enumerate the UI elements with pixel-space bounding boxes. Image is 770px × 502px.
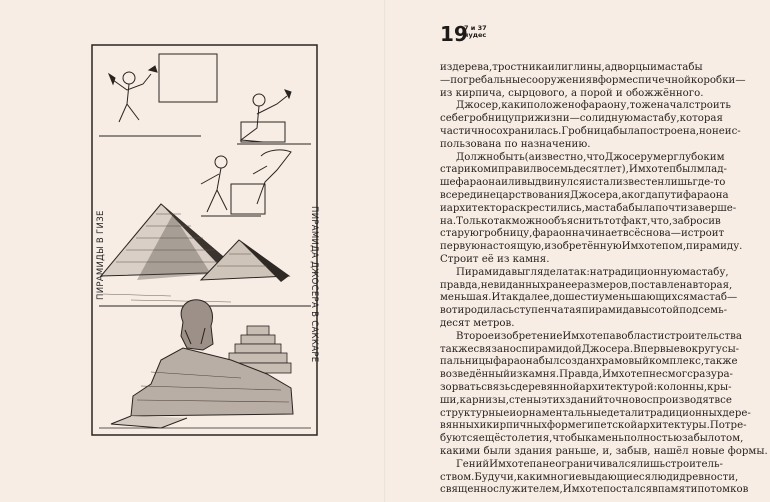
word: Правда, bbox=[559, 369, 602, 381]
word: карнизы, bbox=[459, 394, 509, 406]
word: не bbox=[542, 458, 556, 470]
word: фараона bbox=[493, 356, 539, 368]
word: смог bbox=[661, 369, 688, 381]
word: ступенчатая bbox=[513, 305, 582, 317]
word: — bbox=[735, 74, 746, 86]
word: памяти bbox=[657, 484, 698, 496]
page-number: 19 bbox=[440, 22, 468, 46]
word: о bbox=[714, 433, 721, 445]
word: но bbox=[699, 125, 712, 137]
word: ещё bbox=[478, 433, 501, 445]
word: ранее bbox=[545, 279, 578, 291]
word: не bbox=[711, 125, 725, 137]
word: а bbox=[621, 189, 628, 201]
word: далее, bbox=[518, 292, 553, 304]
word: мастаб bbox=[689, 292, 728, 304]
word: и bbox=[585, 177, 593, 189]
word: лишь bbox=[636, 458, 666, 470]
text-line bbox=[440, 305, 728, 318]
word: полностью bbox=[623, 433, 682, 445]
word: родилась bbox=[464, 305, 514, 317]
word: и bbox=[479, 420, 487, 432]
word: уменьшающихся bbox=[598, 292, 690, 304]
word: шести bbox=[565, 292, 599, 304]
word: Второе bbox=[456, 330, 494, 342]
word: вот bbox=[440, 305, 458, 317]
word: (а bbox=[524, 151, 535, 163]
word: форме bbox=[597, 74, 633, 86]
word: изобретённую bbox=[544, 241, 622, 253]
word: скрестились, bbox=[514, 202, 585, 214]
word: Только bbox=[456, 215, 494, 227]
text-line bbox=[440, 62, 703, 75]
word: глубоким bbox=[673, 151, 725, 163]
word: можно bbox=[511, 215, 548, 227]
word: виданных bbox=[493, 279, 546, 291]
word: колонны, bbox=[657, 381, 708, 393]
word: дворцы bbox=[610, 62, 651, 73]
text-line bbox=[440, 330, 742, 344]
word: также bbox=[440, 343, 474, 355]
word: кирпичных bbox=[486, 420, 548, 432]
word: И bbox=[491, 292, 501, 304]
word: была bbox=[613, 125, 640, 137]
word: которая bbox=[679, 113, 723, 125]
word: снова bbox=[640, 228, 671, 240]
word: том, bbox=[720, 433, 744, 445]
word: положено bbox=[526, 100, 581, 112]
word: Имхотепом, bbox=[621, 241, 687, 253]
series-title bbox=[464, 25, 487, 39]
text-line: из кирпича, сырцового, а порой и обожжённого. bbox=[440, 87, 704, 99]
word: Джосер, bbox=[456, 100, 502, 112]
text-line bbox=[440, 74, 746, 88]
word: в bbox=[652, 484, 658, 496]
word: создан bbox=[559, 356, 597, 368]
word: и bbox=[440, 202, 447, 214]
word: и bbox=[491, 164, 498, 176]
word: камня. bbox=[522, 369, 560, 381]
word: связано bbox=[473, 343, 516, 355]
word: построена, bbox=[639, 125, 700, 137]
word: и bbox=[509, 407, 517, 419]
word: глины, bbox=[567, 62, 605, 73]
word: — bbox=[727, 292, 738, 304]
word: выдающиеся bbox=[581, 471, 651, 483]
word: настоящую, bbox=[479, 241, 545, 253]
word: когда bbox=[627, 189, 658, 201]
word: под bbox=[679, 305, 699, 317]
word: в bbox=[615, 330, 622, 342]
text-line: Строит её из камня. bbox=[440, 253, 550, 265]
text-line: пользована по назначению. bbox=[440, 138, 591, 150]
text-line bbox=[440, 356, 738, 369]
word: усы- bbox=[715, 343, 740, 355]
word: с bbox=[510, 381, 516, 393]
word: строит bbox=[687, 228, 725, 240]
word: орнаментальные bbox=[516, 407, 608, 419]
word: вянных bbox=[440, 420, 480, 432]
word: также bbox=[704, 356, 738, 368]
word: традиционных bbox=[644, 407, 723, 419]
word: многие bbox=[542, 471, 582, 483]
text-line bbox=[440, 420, 747, 433]
word: так bbox=[500, 292, 519, 304]
word: из bbox=[440, 62, 453, 73]
word: и bbox=[535, 471, 543, 483]
word: что, bbox=[650, 215, 673, 227]
word: меньшая. bbox=[440, 292, 492, 304]
word: люди bbox=[651, 471, 680, 483]
word: форм bbox=[547, 420, 576, 432]
word: кры- bbox=[707, 381, 732, 393]
word: Имхотеп bbox=[562, 484, 610, 496]
word: ис- bbox=[724, 125, 741, 137]
word: быть bbox=[499, 151, 525, 163]
text-line bbox=[440, 164, 727, 177]
word: правда, bbox=[440, 279, 481, 291]
word: Гробница bbox=[561, 125, 614, 137]
word: Пирамида bbox=[456, 266, 512, 278]
text-line bbox=[440, 100, 731, 113]
word: и bbox=[520, 100, 527, 112]
word: детали bbox=[607, 407, 645, 419]
word: частично bbox=[440, 125, 491, 137]
word: гробницу, bbox=[478, 228, 533, 240]
text-line bbox=[440, 292, 738, 305]
pyramids-illustration bbox=[91, 44, 318, 436]
word: так: bbox=[568, 266, 590, 278]
word: ограничивался bbox=[555, 458, 637, 470]
word: известен bbox=[615, 177, 665, 189]
word: Потре- bbox=[709, 420, 747, 432]
word: был bbox=[538, 356, 560, 368]
word: священнослужителем, bbox=[440, 484, 563, 496]
word: с bbox=[515, 343, 522, 355]
word: ра- bbox=[716, 369, 733, 381]
text-line bbox=[440, 215, 721, 229]
word: семь- bbox=[698, 305, 728, 317]
word: так bbox=[493, 215, 512, 227]
word: забросив bbox=[672, 215, 721, 227]
word: стал bbox=[592, 177, 616, 189]
word: пирамида bbox=[581, 305, 635, 317]
word: тот bbox=[603, 215, 622, 227]
text-line bbox=[440, 394, 732, 408]
word: Джосера, bbox=[570, 189, 622, 201]
word: или bbox=[501, 177, 522, 189]
word: Джосера. bbox=[581, 343, 634, 355]
word: начал bbox=[656, 100, 689, 112]
word: выдвинулся bbox=[521, 177, 586, 189]
word: остался bbox=[609, 484, 653, 496]
word: зорвать bbox=[440, 381, 482, 393]
word: ши, bbox=[440, 394, 460, 406]
text-line bbox=[440, 202, 737, 216]
word: строитель- bbox=[665, 458, 723, 470]
word: точно bbox=[603, 394, 635, 406]
word: на. bbox=[440, 215, 457, 227]
caption-giza: ПИРАМИДЫ В ГИЗЕ bbox=[96, 210, 106, 300]
word: жизни bbox=[534, 113, 570, 125]
word: в bbox=[440, 189, 446, 201]
word: ством. bbox=[440, 471, 475, 483]
series-title-line1: 7 и 37 bbox=[464, 24, 487, 32]
word: области bbox=[621, 330, 665, 342]
word: вторая, bbox=[692, 279, 733, 291]
word: лишь bbox=[664, 177, 693, 189]
word: дерева, bbox=[452, 62, 493, 73]
word: как bbox=[516, 471, 536, 483]
word: умер bbox=[646, 151, 674, 163]
word: архитектуры. bbox=[637, 420, 710, 432]
word: традиционную bbox=[602, 266, 682, 278]
word: фараона bbox=[682, 189, 729, 201]
word: структурные bbox=[440, 407, 510, 419]
word: восемьдесят bbox=[536, 164, 604, 176]
word: все bbox=[714, 394, 732, 406]
word: сохранилась. bbox=[490, 125, 562, 137]
word: а bbox=[604, 62, 611, 73]
word: объяснить bbox=[548, 215, 604, 227]
word: коробки bbox=[690, 74, 736, 86]
text-line bbox=[440, 484, 749, 497]
word: фараона bbox=[455, 177, 502, 189]
word: Имхотепа bbox=[489, 458, 543, 470]
text-line bbox=[440, 279, 733, 293]
word: до bbox=[552, 292, 565, 304]
word: возведённый bbox=[440, 369, 510, 381]
word: и bbox=[650, 62, 657, 73]
word: этих bbox=[541, 394, 566, 406]
text-line bbox=[440, 228, 725, 241]
word: или bbox=[547, 62, 568, 73]
word: Имхотеп bbox=[601, 369, 650, 381]
word: вокруг bbox=[679, 343, 716, 355]
word: — bbox=[440, 74, 451, 86]
word: ше bbox=[440, 177, 456, 189]
text-line bbox=[440, 241, 743, 254]
word: и bbox=[457, 305, 465, 317]
text-line bbox=[440, 151, 725, 165]
word: забыл bbox=[681, 433, 715, 445]
word: деревянной bbox=[515, 381, 580, 393]
text-line bbox=[440, 433, 744, 446]
word: чтобы bbox=[552, 433, 586, 445]
text-line bbox=[440, 381, 732, 395]
word: Джосер bbox=[604, 151, 647, 163]
word: из bbox=[509, 369, 523, 381]
text-line: какими были здания раньше, и, забыв, нашёл новые формы. bbox=[440, 445, 768, 457]
word: на bbox=[589, 266, 603, 278]
word: стариком bbox=[440, 164, 492, 176]
word: буются bbox=[440, 433, 479, 445]
word: камень bbox=[585, 433, 624, 445]
word: спичечной bbox=[632, 74, 691, 86]
pyramids-drawing bbox=[91, 44, 318, 436]
word: не bbox=[649, 369, 662, 381]
word: — bbox=[569, 113, 580, 125]
word: тростника bbox=[492, 62, 548, 73]
word: себе bbox=[440, 113, 464, 125]
word: Гений bbox=[456, 458, 490, 470]
word: фараону, bbox=[580, 100, 630, 112]
word: пальницы bbox=[440, 356, 494, 368]
word: изобретение bbox=[493, 330, 563, 342]
text-line: десят метров. bbox=[440, 317, 515, 329]
word: при bbox=[514, 113, 535, 125]
word: солидную bbox=[579, 113, 633, 125]
word: стены bbox=[508, 394, 542, 406]
word: пирамиду. bbox=[686, 241, 743, 253]
word: высотой bbox=[634, 305, 680, 317]
word: пути bbox=[657, 189, 683, 201]
text-line bbox=[440, 113, 723, 126]
word: не bbox=[480, 279, 494, 291]
word: сразу bbox=[687, 369, 717, 381]
word: начинает bbox=[571, 228, 623, 240]
text-line bbox=[440, 458, 723, 472]
word: Имхотепа bbox=[562, 330, 616, 342]
word: Впервые bbox=[633, 343, 680, 355]
text-line bbox=[440, 177, 726, 190]
word: где-то bbox=[692, 177, 726, 189]
text-line bbox=[440, 266, 729, 280]
word: правил bbox=[497, 164, 537, 176]
word: что bbox=[586, 151, 605, 163]
word: архитектора bbox=[446, 202, 515, 214]
word: выглядела bbox=[511, 266, 569, 278]
word: первую bbox=[440, 241, 480, 253]
word: фараон bbox=[532, 228, 572, 240]
word: столетия, bbox=[500, 433, 553, 445]
word: старую bbox=[440, 228, 479, 240]
text-line bbox=[440, 407, 751, 421]
word: как bbox=[501, 100, 521, 112]
word: почти bbox=[655, 202, 688, 214]
word: мастабу, bbox=[632, 113, 680, 125]
word: млад- bbox=[696, 164, 727, 176]
text-line bbox=[440, 189, 729, 203]
text-line bbox=[440, 369, 733, 382]
word: храмовый bbox=[596, 356, 650, 368]
word: заверше- bbox=[687, 202, 737, 214]
word: была bbox=[628, 202, 656, 214]
text-line bbox=[440, 343, 740, 357]
word: гробницу bbox=[463, 113, 515, 125]
series-title-line2: чудес bbox=[464, 31, 487, 39]
word: строить bbox=[688, 100, 731, 112]
word: сооружения bbox=[526, 74, 593, 86]
word: лет), bbox=[603, 164, 629, 176]
word: погребальные bbox=[450, 74, 527, 86]
word: Будучи, bbox=[474, 471, 517, 483]
body-text bbox=[440, 62, 768, 497]
word: связь bbox=[481, 381, 511, 393]
text-line bbox=[440, 471, 739, 485]
word: в bbox=[592, 74, 598, 86]
word: египетской bbox=[575, 420, 638, 432]
word: середине bbox=[445, 189, 496, 201]
word: комплекс, bbox=[649, 356, 705, 368]
word: Должно bbox=[456, 151, 500, 163]
word: — bbox=[670, 228, 681, 240]
word: мастаба bbox=[584, 202, 629, 214]
word: известно, bbox=[534, 151, 587, 163]
caption-saqqara: ПИРАМИДА ДЖОСЕРА В САККАРЕ bbox=[309, 206, 319, 363]
word: поставлена bbox=[631, 279, 693, 291]
word: и bbox=[680, 228, 688, 240]
word: Имхотеп bbox=[628, 164, 677, 176]
word: мастабы bbox=[656, 62, 703, 73]
word: потомков bbox=[697, 484, 749, 496]
word: древности, bbox=[679, 471, 739, 483]
word: тоже bbox=[629, 100, 657, 112]
word: был bbox=[676, 164, 697, 176]
word: воспроизводят bbox=[634, 394, 715, 406]
text-line bbox=[440, 125, 741, 139]
word: строительства bbox=[664, 330, 742, 342]
word: дере- bbox=[722, 407, 751, 419]
word: архитектурой: bbox=[579, 381, 658, 393]
word: царствования bbox=[495, 189, 571, 201]
word: мастабу, bbox=[681, 266, 729, 278]
word: факт, bbox=[621, 215, 651, 227]
word: всё bbox=[622, 228, 641, 240]
word: зданий bbox=[565, 394, 604, 406]
word: пирамидой bbox=[521, 343, 582, 355]
word: размеров, bbox=[577, 279, 632, 291]
